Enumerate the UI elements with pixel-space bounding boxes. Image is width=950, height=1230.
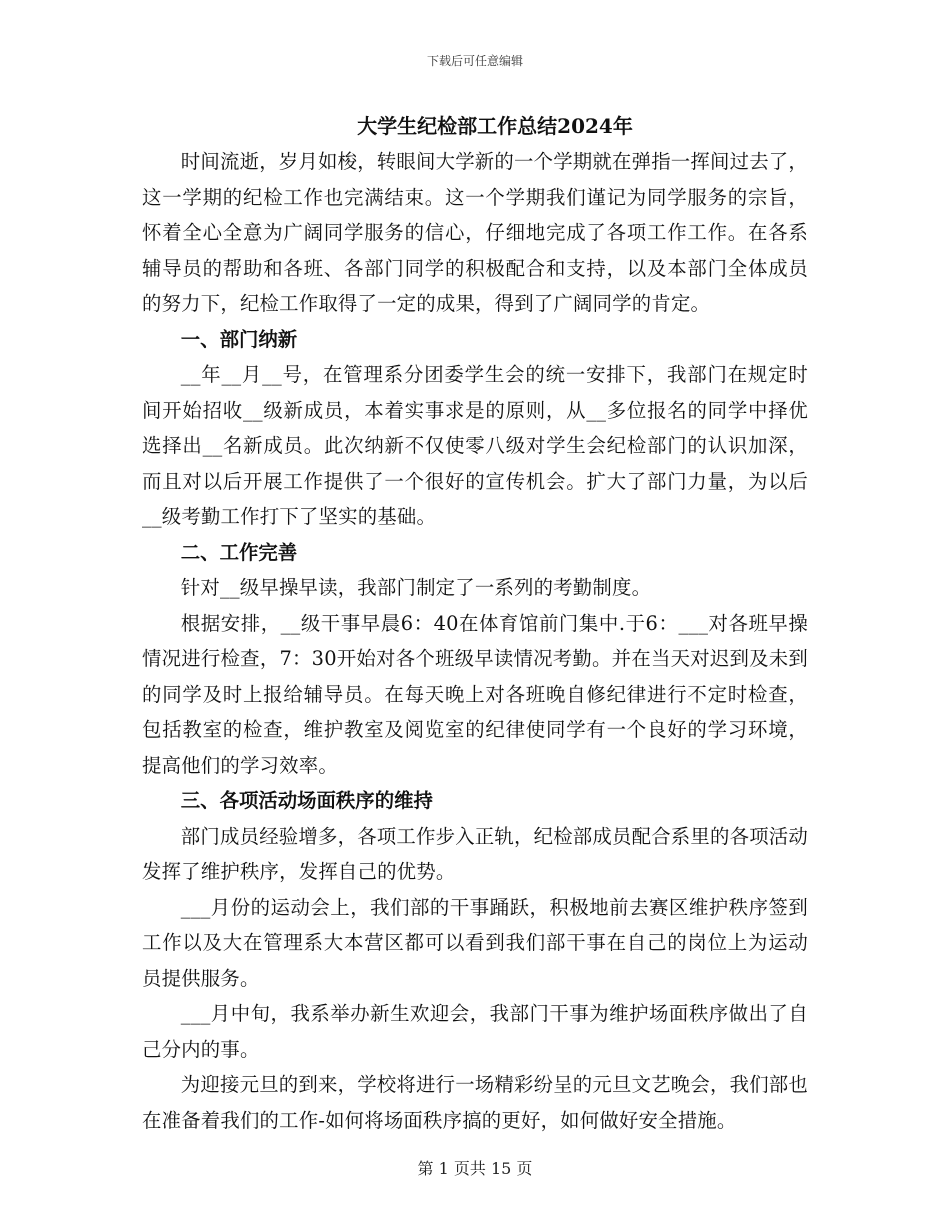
section-heading-order: 三、各项活动场面秩序的维持 [180, 789, 433, 812]
paragraph-welcome-party: ___月中旬，我系举办新生欢迎会，我部门干事为维护场面秩序做出了自己分内的事。 [142, 1002, 808, 1061]
document-body [142, 108, 808, 1138]
paragraph-sports-meet: ___月份的运动会上，我们部的干事踊跃，积极地前去赛区维护秩序签到工作以及大在管理系大本营区都可以看到我们部干事在自己的岗位上为运动员提供服务。 [142, 895, 808, 990]
paragraph-members: 部门成员经验增多，各项工作步入正轨，纪检部成员配合系里的各项活动发挥了维护秩序，发挥自己的优势。 [142, 824, 808, 883]
paragraph-attendance-rules: 针对__级早操早读，我部门制定了一系列的考勤制度。 [180, 576, 652, 599]
paragraph-recruitment: __年__月__号，在管理系分团委学生会的统一安排下，我部门在规定时间开始招收__级新成员，本着实事求是的原则，从__多位报名的同学中择优选择出__名新成员。此次纳新不仅使零八级对学生会纪检部门的认识加深，而且对以后开展工作提供了一个很好的宣传机会。扩大了部门力量，为以后__级考勤工作打下了坚实的基础。 [142, 363, 808, 528]
page-footer: 第 1 页共 15 页 [417, 1159, 533, 1178]
section-heading-improvement: 二、工作完善 [180, 540, 298, 564]
paragraph-new-year: 为迎接元旦的到来，学校将进行一场精彩纷呈的元旦文艺晚会，我们部也在准备着我们的工作-如何将场面秩序搞的更好，如何做好安全措施。 [142, 1073, 808, 1132]
paragraph-schedule: 根据安排，__级干事早晨6：40在体育馆前门集中.于6：___对各班早操情况进行检查，7：30开始对各个班级早读情况考勤。并在当天对迟到及未到的同学及时上报给辅导员。在每天晚上对各班晚自修纪律进行不定时检查，包括教室的检查，维护教室及阅览室的纪律使同学有一个良好的学习环境，提高他们的学习效率。 [142, 611, 808, 777]
document-title: 大学生纪检部工作总结2024年 [357, 114, 633, 138]
section-heading-recruitment: 一、部门纳新 [180, 327, 298, 351]
paragraph-intro: 时间流逝，岁月如梭，转眼间大学新的一个学期就在弹指一挥间过去了，这一学期的纪检工作也完满结束。这一个学期我们谨记为同学服务的宗旨，怀着全心全意为广阔同学服务的信心，仔细地完成了各项工作工作。在各系辅导员的帮助和各班、各部门同学的积极配合和支持，以及本部门全体成员的努力下，纪检工作取得了一定的成果，得到了广阔同学的肯定。 [142, 150, 808, 315]
header-note: 下载后可任意编辑 [426, 54, 523, 68]
